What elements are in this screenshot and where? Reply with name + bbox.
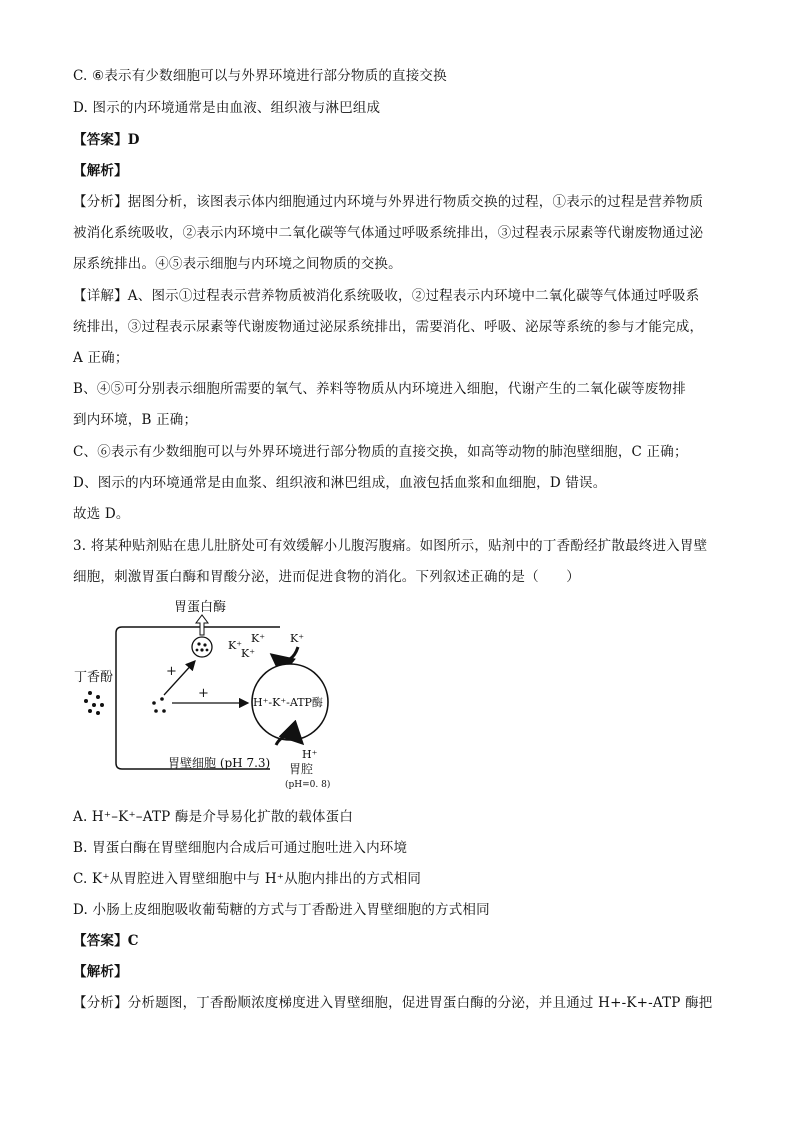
option-a: A. H⁺–K⁺–ATP 酶是介导易化扩散的载体蛋白 <box>73 809 354 825</box>
analysis-line-3: 尿系统排出。④⑤表示细胞与内环境之间物质的交换。 <box>73 256 402 272</box>
detail-line-7: D、图示的内环境通常是由血浆、组织液和淋巴组成，血液包括血浆和血细胞，D 错误。 <box>73 475 607 491</box>
option-d: D. 小肠上皮细胞吸收葡萄糖的方式与丁香酚进入胃壁细胞的方式相同 <box>73 902 490 918</box>
answer-label: 【答案】D <box>73 132 140 148</box>
analysis-label-2: 【解析】 <box>73 964 128 980</box>
detail-line-2: 统排出，③过程表示尿素等代谢废物通过泌尿系统排出，需要消化、呼吸、泌尿等系统的参与才能完成， <box>73 319 704 335</box>
detail-line-3: A 正确； <box>73 350 129 366</box>
analysis-line-2: 被消化系统吸收，②表示内环境中二氧化碳等气体通过呼吸系统排出，③过程表示尿素等代谢废物通过泌 <box>73 225 704 241</box>
k-uptake-arrow <box>272 647 298 661</box>
conclusion-line: 故选 D。 <box>73 506 130 522</box>
analysis-label: 【解析】 <box>73 163 128 179</box>
k-plus-3: K⁺ <box>241 647 256 660</box>
gastric-cell-diagram <box>60 595 360 795</box>
pepsin-label: 胃蛋白酶 <box>174 600 227 615</box>
option-b: B. 胃蛋白酶在胃壁细胞内合成后可通过胞吐进入内环境 <box>73 840 408 856</box>
vesicle <box>192 637 212 657</box>
h-plus: H⁺ <box>302 748 318 761</box>
analysis-line-1: 【分析】据图分析，该图表示体内细胞通过内环境与外界进行物质交换的过程，①表示的过程是营养物质 <box>73 194 704 210</box>
detail-line-6: C、⑥表示有少数细胞可以与外界环境进行部分物质的直接交换，如高等动物的肺泡壁细胞，C 正确； <box>73 444 688 460</box>
detail-line-4: B、④⑤可分别表示细胞所需要的氧气、养料等物质从内环境进入细胞，代谢产生的二氧化碳等废物排 <box>73 381 686 397</box>
option-d-prev: D. 图示的内环境通常是由血液、组织液与淋巴组成 <box>73 100 381 116</box>
enzyme-label: H⁺-K⁺-ATP酶 <box>253 696 323 709</box>
analysis-2-line-1: 【分析】分析题图，丁香酚顺浓度梯度进入胃壁细胞，促进胃蛋白酶的分泌，并且通过 H+-K+-ATP 酶把 <box>73 995 713 1011</box>
option-c-prev: C. ⑥表示有少数细胞可以与外界环境进行部分物质的直接交换 <box>73 68 447 84</box>
detail-line-1: 【详解】A、图示①过程表示营养物质被消化系统吸收，②过程表示内环境中二氧化碳等气体通过呼吸系 <box>73 288 700 304</box>
lumen-label: 胃腔 <box>289 762 314 776</box>
question-3-line-2: 细胞，刺激胃蛋白酶和胃酸分泌，进而促进食物的消化。下列叙述正确的是（ ） <box>73 569 580 585</box>
cell-label: 胃壁细胞 (pH 7.3) <box>168 756 271 770</box>
eugenol-label: 丁香酚 <box>74 670 114 685</box>
detail-line-5: 到内环境，B 正确； <box>73 412 198 428</box>
k-plus-2: K⁺ <box>251 632 266 645</box>
plus-1: + <box>166 664 177 679</box>
plus-2: + <box>198 686 209 701</box>
question-3-line-1: 3. 将某种贴剂贴在患儿肚脐处可有效缓解小儿腹泻腹痛。如图所示，贴剂中的丁香酚经扩散最终进入胃壁 <box>73 538 708 554</box>
secretion-arrow <box>196 615 208 635</box>
k-plus-outside: K⁺ <box>290 632 305 645</box>
lumen-ph: (pH=0. 8) <box>285 780 331 790</box>
k-plus-1: K⁺ <box>228 639 243 652</box>
answer-label-2: 【答案】C <box>73 933 139 949</box>
option-c: C. K⁺从胃腔进入胃壁细胞中与 H⁺从胞内排出的方式相同 <box>73 871 422 887</box>
